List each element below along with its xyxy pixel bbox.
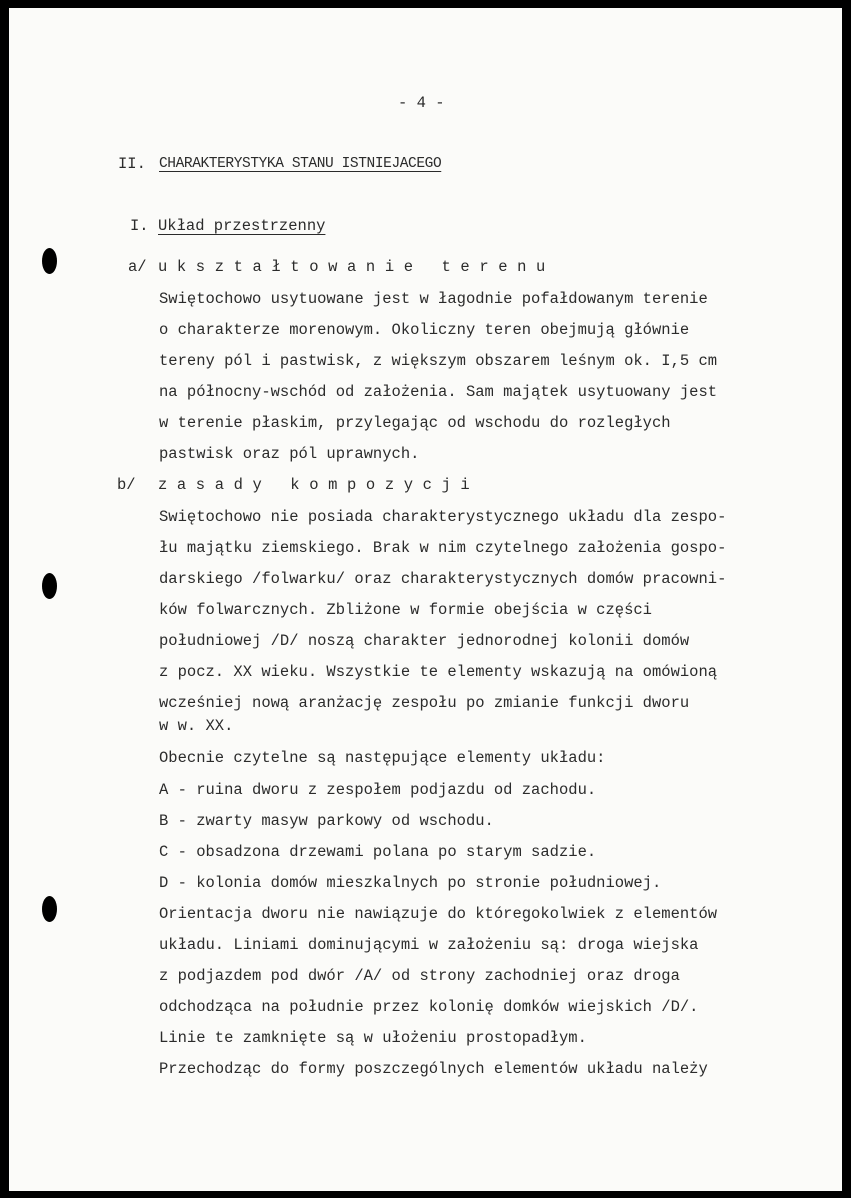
section-title: CHARAKTERYSTYKA STANU ISTNIEJACEGO bbox=[159, 156, 442, 172]
item-a-line: tereny pól i pastwisk, z większym obszarem leśnym ok. I,5 cm bbox=[159, 352, 718, 370]
item-b-line: Obecnie czytelne są następujące elementy układu: bbox=[159, 749, 606, 767]
item-a-line: w terenie płaskim, przylegając od wschodu do rozległych bbox=[159, 414, 671, 432]
item-b-line: łu majątku ziemskiego. Brak w nim czytelnego założenia gospo- bbox=[159, 539, 727, 557]
item-b-line: Orientacja dworu nie nawiązuje do któregokolwiek z elementów bbox=[159, 905, 718, 923]
subsection-number: I. bbox=[130, 217, 149, 235]
item-a-line: na północny-wschód od założenia. Sam majątek usytuowany jest bbox=[159, 383, 718, 401]
item-b-line: południowej /D/ noszą charakter jednorodnej kolonii domów bbox=[159, 632, 690, 650]
item-b-line: w w. XX. bbox=[159, 717, 234, 735]
item-b-line: z pocz. XX wieku. Wszystkie te elementy wskazują na omówioną bbox=[159, 663, 718, 681]
item-b-line: Linie te zamknięte są w ułożeniu prostopadłym. bbox=[159, 1029, 587, 1047]
item-a-marker: a/ bbox=[128, 258, 147, 276]
item-b-line: układu. Liniami dominującymi w założeniu są: droga wiejska bbox=[159, 936, 699, 954]
item-b-line: C - obsadzona drzewami polana po starym sadzie. bbox=[159, 843, 597, 861]
item-b-line: D - kolonia domów mieszkalnych po stronie południowej. bbox=[159, 874, 662, 892]
item-b-line: ków folwarcznych. Zbliżone w formie obejścia w części bbox=[159, 601, 652, 619]
binder-hole-bottom bbox=[42, 896, 57, 922]
item-b-line: z podjazdem pod dwór /A/ od strony zachodniej oraz droga bbox=[159, 967, 680, 985]
item-b-line: Przechodząc do formy poszczególnych elementów układu należy bbox=[159, 1060, 708, 1078]
item-a-line: o charakterze morenowym. Okoliczny teren obejmują głównie bbox=[159, 321, 690, 339]
item-a-heading: ukształtowanie terenu bbox=[158, 258, 555, 276]
page-number: - 4 - bbox=[398, 94, 445, 112]
item-a-line: pastwisk oraz pól uprawnych. bbox=[159, 445, 420, 463]
document-page bbox=[9, 8, 842, 1191]
item-b-line: darskiego /folwarku/ oraz charakterystycznych domów pracowni- bbox=[159, 570, 727, 588]
item-b-line: odchodząca na południe przez kolonię domków wiejskich /D/. bbox=[159, 998, 699, 1016]
item-b-line: wcześniej nową aranżację zespołu po zmianie funkcji dworu bbox=[159, 694, 690, 712]
binder-hole-top bbox=[42, 248, 57, 274]
subsection-title: Układ przestrzenny bbox=[158, 217, 326, 235]
item-b-marker: b/ bbox=[117, 476, 136, 494]
item-b-line: Swiętochowo nie posiada charakterystycznego układu dla zespo- bbox=[159, 508, 727, 526]
binder-hole-middle bbox=[42, 573, 57, 599]
item-b-heading: zasady kompozycji bbox=[158, 476, 480, 494]
item-a-line: Swiętochowo usytuowane jest w łagodnie pofałdowanym terenie bbox=[159, 290, 708, 308]
item-b-line: B - zwarty masyw parkowy od wschodu. bbox=[159, 812, 494, 830]
item-b-line: A - ruina dworu z zespołem podjazdu od zachodu. bbox=[159, 781, 597, 799]
section-number: II. bbox=[118, 155, 146, 173]
